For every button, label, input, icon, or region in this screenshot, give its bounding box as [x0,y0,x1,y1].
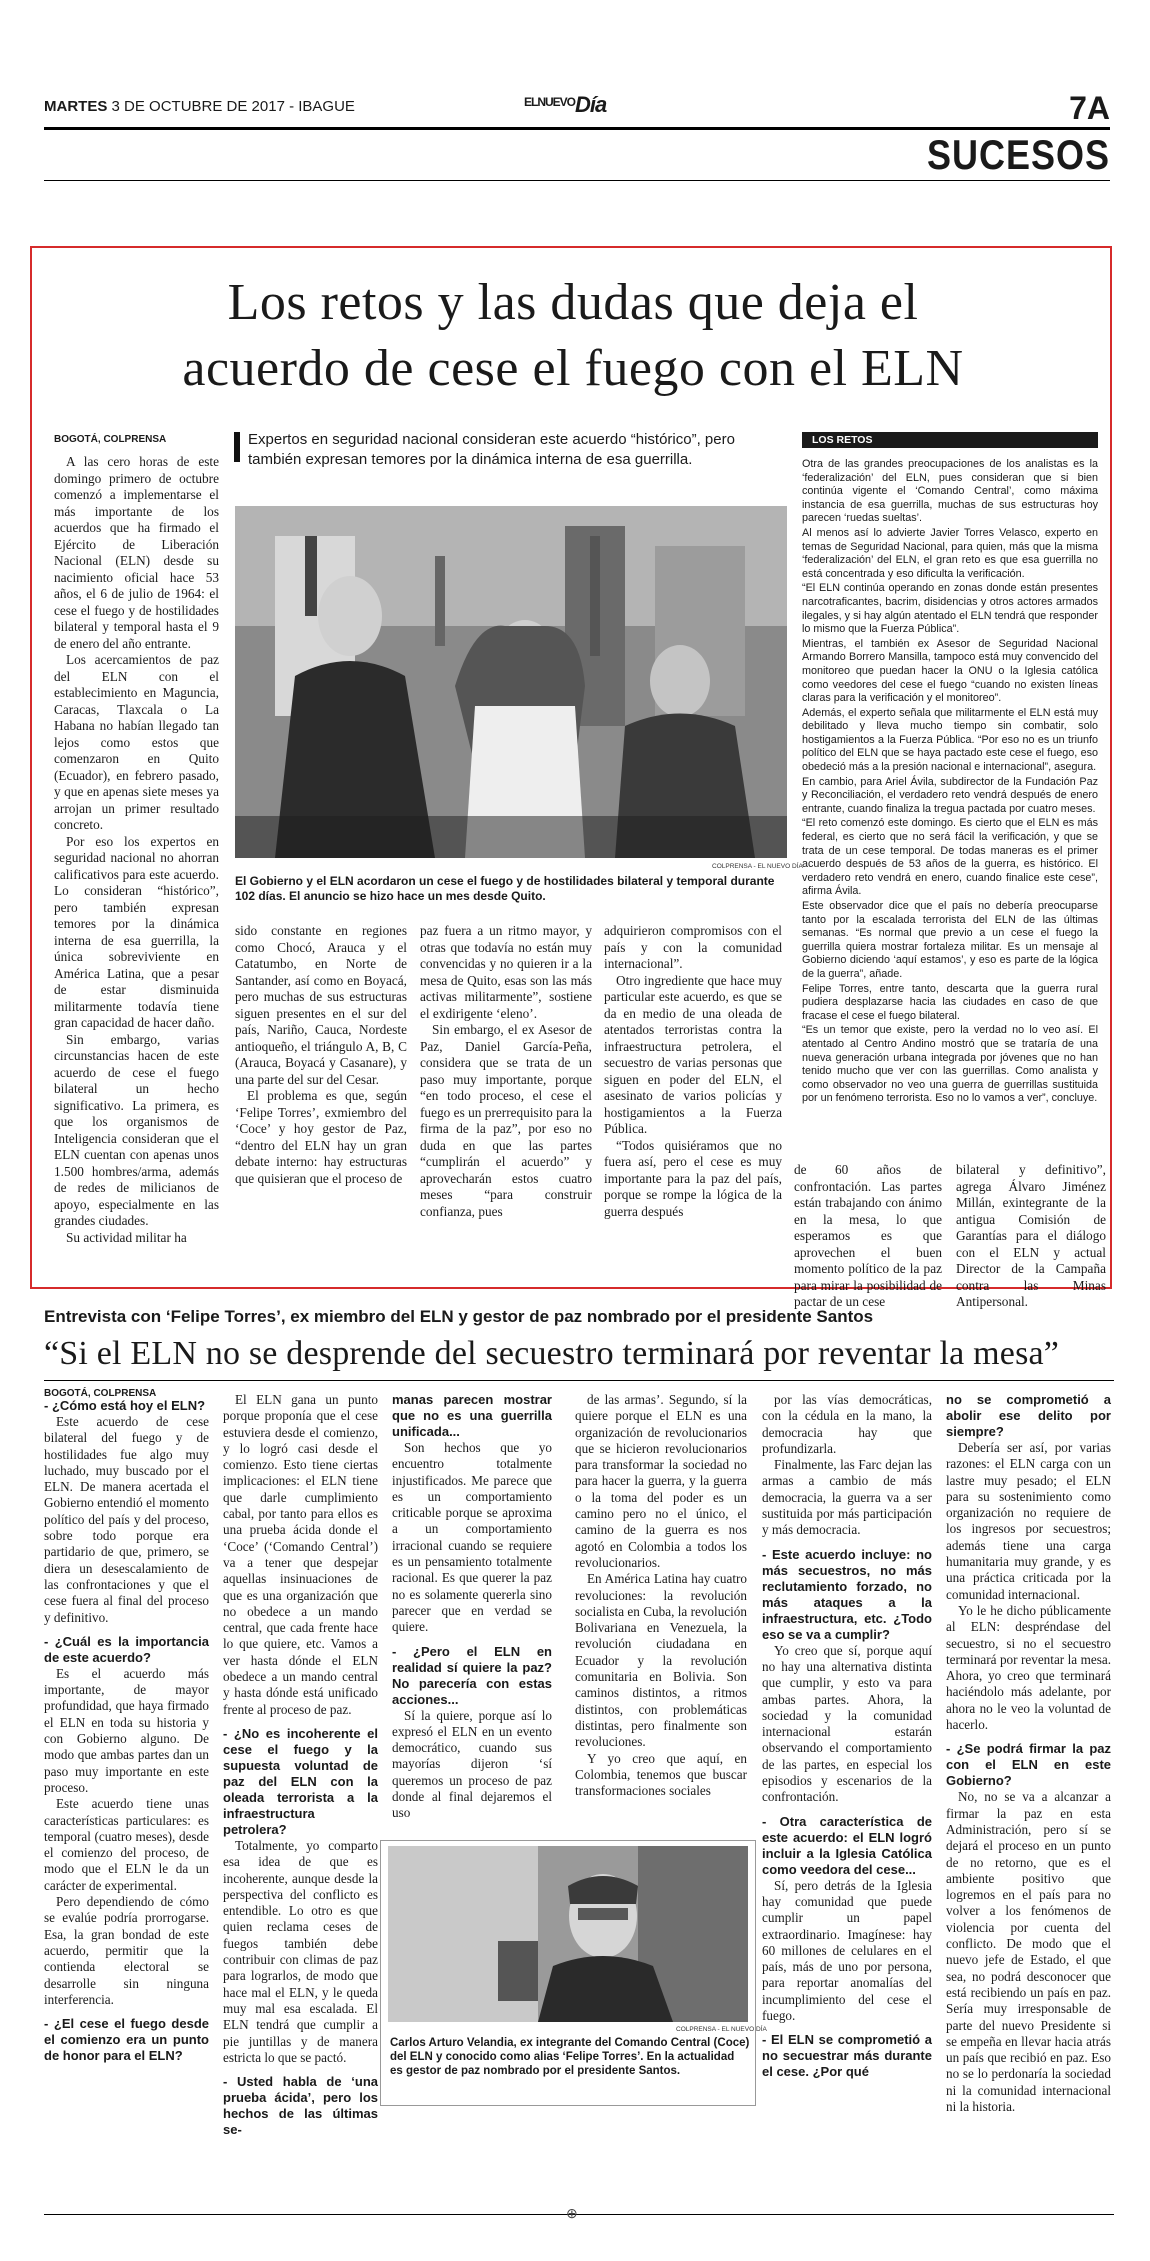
main-headline [32,270,1114,402]
interview-question: - ¿El cese el fuego desde el comienzo era un punto de honor para el ELN? [44,2016,209,2064]
article-column-5 [794,1162,942,1311]
interview-answer: Debería ser así, por varias razones: el ELN carga con un lastre muy pesado; el ELN para su sostenimiento como organización no requiere de los ingresos por secuestros; además tiene una carga humanitaria muy grande, y es una práctica criticada por la comunidad internacional. [946,1440,1111,1602]
interview-question: - ¿Pero el ELN en realidad sí quiere la paz? No parecería con estas acciones... [392,1643,552,1707]
paragraph: Al menos así lo advierte Javier Torres Velasco, experto en temas de Seguridad Nacional, para quien, más que la misma ‘federalización’ del ELN, el gran reto es que esa guerrilla no está concentrada y eso dificulta la verificación. [802,526,1098,580]
interview-question: - Este acuerdo incluye: no más secuestros, no más reclutamiento forzado, no más ataques a la infraestructura, etc. ¿Todo eso se va a cumplir? [762,1546,932,1642]
paragraph: “El reto comenzó este domingo. Es cierto que el ELN es más federal, es cierto que no será fácil la verificación, y que se trata de un cese temporal. De todas maneras es el primer acuerdo después de 53 años de la guerra, es histórico. El verdadero reto vendrá en enero, cuando finalice este cese”, afirma Ávila. [802,817,1098,898]
headline-line-1: Los retos y las dudas que deja el [227,274,919,331]
article-column-2 [235,923,407,1187]
interview-column-5 [762,1392,932,2080]
article-column-1 [54,454,219,1246]
sidebar-title: LOS RETOS [802,432,1098,448]
paragraph: Su actividad militar ha [66,1229,187,1245]
interview-answer: Y yo creo que aquí, en Colombia, tenemos que buscar transformaciones sociales [575,1750,747,1799]
paragraph: adquirieron compromisos con el país y con la comunidad internacional”. [604,923,782,971]
photo-signing [235,506,787,858]
bottom-rule [44,2214,1114,2215]
paragraph: Sin embargo, el ex Asesor de Paz, Daniel García-Peña, considera que se trata de un paso muy importante, porque “en todo proceso, el cese el fuego es un prerrequisito para la firma de la paz”, por eso no duda en que las partes “cumplirán el acuerdo” y aprovecharán estos cuatro meses “para construir confianza, pues [420,1022,592,1219]
paragraph: Además, el experto señala que militarmente el ELN está muy debilitado y lleva mucho tiempo sin combatir, solo hostigamientos a la Fuerza Pública. “Por eso no es un triunfo político del ELN que se haya pactado este cese el fuego, eso obedeció más a la presión nacional e internacional”, asegura. [802,706,1098,774]
interview-headline: “Si el ELN no se desprende del secuestro terminará por reventar la mesa” [44,1335,1060,1372]
paragraph: paz fuera a un ritmo mayor, y otras que todavía no están muy convencidas y no quieren ir a la mesa de Quito, esas son las más activas militarmente”, sostiene el exdirigente ‘eleno’. [420,923,592,1021]
interview-question: manas parecen mostrar que no es una guerrilla unificada... [392,1392,552,1439]
interview-answer: El ELN gana un punto porque proponía que el cese estuviera desde el comienzo, y lo logró casi desde el comienzo. Esto tiene ciertas implicaciones: el ELN tiene que darle cumplimiento cabal, por tanto para ellos es una prueba ácida donde el ‘Coce’ (‘Comando Central’) va a tener que despejar aquellas insinuaciones de que es una organización que no obedece a un mando central, que cada frente hace lo que quiere, etc. Vamos a ver hasta dónde el ELN obedece a un mando central y hasta dónde está unificado frente al proceso de paz. [223,1392,378,1717]
article-column-6 [956,1162,1106,1311]
photo-credit: COLPRENSA - EL NUEVO DÍA [712,863,803,870]
interview-column-1 [44,1398,209,2064]
paragraph: bilateral y definitivo”, agrega Álvaro Jiménez Millán, exintegrante de la antigua Comisión de Garantías para el diálogo con el ELN y actual Director de la Campaña contra las Minas Antipersonal. [956,1162,1106,1309]
photo-signing-image [235,506,787,858]
interview-column-3 [392,1392,552,1822]
paragraph: En cambio, para Ariel Ávila, subdirector de la Fundación Paz y Reconciliación, el verdadero reto vendrá después de enero entrante, cuando finaliza la tregua pactada por cuatro meses. [802,775,1098,815]
interview-answer: Sí la quiere, porque así lo expresó el ELN en un evento democrático, cuando sus mayorías dijeron ‘sí queremos un proceso de paz donde al final dejaremos el uso [392,1707,552,1821]
paragraph: Sin embargo, varias circunstancias hacen de este acuerdo de cese el fuego bilateral un hecho significativo. La primera, es que los organismos de Inteligencia consideran que el ELN cuentan con apenas unos 1.500 hombres/arma, además de redes de milicianos de apoyo, especialmente en las grandes ciudades. [54,1031,219,1228]
interview-answer: por las vías democráticas, con la cédula en la mano, la democracia hay que profundizarla. [762,1392,932,1456]
interview-answer: Este acuerdo tiene unas características particulares: es temporal (cuatro meses), desde el comienzo del proceso, de modo que el ELN le da un carácter de experimental. [44,1796,209,1893]
interview-answer: No, no se va a alcanzar a firmar la paz en esta Administración, pero sí se dejará el proceso en un punto de no retorno, que es el ambiente positivo que logremos en el país para no volver a los fenómenos de violencia por cuenta del conflicto. De modo que el nuevo jefe de Estado, el que sea, no podrá desconocer que está recibiendo un país en paz. Sería muy irresponsable de parte del nuevo Presidente si se empeña en llevar hacia atrás un país que recibió en paz. Eso no se lo perdonaría la sociedad ni la comunidad internacional ni la historia. [946,1789,1111,2114]
newspaper-logo [524,92,606,118]
masthead-date: 3 DE OCTUBRE DE 2017 - IBAGUE [111,98,355,115]
photo-velandia-image [388,1846,748,2022]
interview-answer: Son hechos que yo encuentro totalmente injustificados. Me parece que es un comportamiento criticable porque se aproxima a un comportamiento irracional cuando se requiere es un pensamiento totalmente racional. Es que querer la paz no es solamente quererla sino parecer que en verdad se quiere. [392,1440,552,1635]
registration-mark-icon: ⊕ [566,2207,578,2222]
main-article [30,246,1112,1309]
interview-answer: Sí, pero detrás de la Iglesia hay comunidad que puede cumplir un papel extraordinario. Imagínese: hay 60 millones de celulares en el país, más de uno por persona, para reportar anomalías del incumplimiento del cese el fuego. [762,1877,932,2024]
interview-answer: Finalmente, las Farc dejan las armas a cambio de más democracia, la guerra va a ser sustituida por más participación y más democracia. [762,1457,932,1538]
paragraph: Otro ingrediente que hace muy particular este acuerdo, es que se da en medio de una oleada de atentados terroristas contra la infraestructura petrolera, el secuestro de varias personas que siguen en poder del ELN, el asesinato de varios policías y hostigamientos a la Fuerza Pública. [604,972,782,1136]
interview-answer: Es el acuerdo más importante, de mayor profundidad, que haya firmado el ELN en toda su historia y con Gobierno alguno. De modo que ambas partes dan un paso muy importante en este proceso. [44,1665,209,1795]
interview-column-2 [223,1392,378,2138]
interview-kicker: Entrevista con ‘Felipe Torres’, ex miembro del ELN y gestor de paz nombrado por el presidente Santos [44,1307,874,1326]
date-line [44,98,355,115]
interview-answer: Este acuerdo de cese bilateral del fuego y de hostilidades fue algo muy luchado, muy buscado por el ELN. De manera acertada el Gobierno entendió el momento político del país y del proceso, sobre todo porque era partidario de que, primero, se diera un desescalamiento de las confrontaciones y que el cese fuera al final del proceso y definitivo. [44,1414,209,1625]
paragraph: Mientras, el también ex Asesor de Seguridad Nacional Armando Borrero Mansilla, tampoco está muy convencido del monitoreo que puedan hacer la ONU o la Iglesia católica como veedores del cese el fuego “cuando no existen líneas claras para la verificación y el monitoreo”. [802,637,1098,705]
paragraph: de 60 años de confrontación. Las partes están trabajando con ánimo en la mesa, lo que esperamos es que aprovechen el buen momento político de la paz para mirar la posibilidad de pactar de un cese [794,1162,942,1309]
photo-velandia [388,1846,748,2022]
interview-byline: BOGOTÁ, COLPRENSA [44,1388,157,1399]
photo2-credit: COLPRENSA - EL NUEVO DÍA [676,2026,767,2033]
headline-line-2: acuerdo de cese el fuego con el ELN [182,340,964,397]
paragraph: Este observador dice que el país no debería preocuparse tanto por la escalada terrorista del ELN de las últimas semanas. “Es normal que previo a un cese el fuego la guerrilla quiera mostrar fortaleza militar. Es un mensaje al Gobierno diciendo ‘aquí estamos’, y eso es parte de la lógica de la guerra”, añade. [802,900,1098,980]
interview-question: - El ELN se comprometió a no secuestrar más durante el cese. ¿Por qué [762,2032,932,2080]
article-column-3 [420,923,592,1220]
sidebar-los-retos [802,458,1098,1107]
paragraph: Los acercamientos de paz del ELN con el establecimiento en Maguncia, Caracas, Tlaxcala o La Habana no habían llegado tan lejos como estos que comenzaron en Quito (Ecuador), en febrero pasado, y que en apenas siete meses ya arrojan un primer resultado concreto. [54,652,219,832]
interview-answer: Yo le he dicho públicamente al ELN: despréndase del secuestro, si no el secuestro terminará por reventar la mesa. Ahora, yo creo que terminará haciéndolo más adelante, por ahora no le veo la voluntad de hacerlo. [946,1602,1111,1733]
section-rule [44,180,1110,181]
interview-question: - ¿Se podrá firmar la paz con el ELN en este Gobierno? [946,1741,1111,1789]
interview-question: - ¿No es incoherente el cese el fuego y la supuesta voluntad de paz del ELN con la oleada terrorista a la infraestructura petrolera? [223,1725,378,1837]
article-deck: Expertos en seguridad nacional consideran este acuerdo “histórico”, pero también expresan temores por la dinámica interna de esa guerrilla. [248,431,735,468]
interview-answer: Totalmente, yo comparto esa idea de que es incoherente, aunque desde la perspectiva del conflicto es entendible. Lo otro es que quien reclama ceses de fuegos también debe contribuir con climas de paz para lograrlos, de modo que hace mal el ELN, y le queda muy mal esa escalada. El ELN tendrá que cumplir a pie juntillas y de manera estricta lo que se pactó. [223,1837,378,2065]
interview-rule [44,1380,1114,1381]
masthead-rule [44,127,1110,130]
paragraph: sido constante en regiones como Chocó, Arauca y el Catatumbo, en Norte de Santander, así como en Boyacá, pero muchas de sus estructuras siguen presentes en el sur del país, Nariño, Cauca, Nordeste antioqueño, el triángulo A, B, C (Arauca, Boyacá y Casanare), y una parte del sur del Cesar. [235,923,407,1087]
paragraph: Felipe Torres, entre tanto, descarta que la guerra rural pudiera desplazarse hacia las ciudades en caso de que fracase el cese el fuego bilateral. [802,982,1098,1022]
paragraph: El problema es que, según ‘Felipe Torres’, exmiembro del ‘Coce’ y hoy gestor de Paz, “dentro del ELN hay un gran debate interno: hay estructuras que quisieran que el proceso de [235,1088,407,1186]
byline: BOGOTÁ, COLPRENSA [54,434,167,445]
interview-question: - ¿Cómo está hoy el ELN? [44,1398,206,1413]
interview-question: - Usted habla de ‘una prueba ácida’, pero los hechos de las últimas se- [223,2074,378,2138]
interview-question: no se comprometió a abolir ese delito por siempre? [946,1392,1111,1439]
interview-answer: de las armas’. Segundo, sí la quiere porque el ELN es una organización de revolucionarios que se hicieron revolucionarios para transformar la sociedad no para hacer la guerra, y la guerra o la toma del poder es un camino pero no el único, el camino de la guerra es nos agotó en Colombia a todos los revolucionarios. [575,1392,747,1570]
photo2-caption: Carlos Arturo Velandia, ex integrante del Comando Central (Coce) del ELN y conocido como alias ‘Felipe Torres’. En la actualidad es gestor de paz nombrado por el presidente Santos. [390,2037,750,2077]
paragraph: Por eso los expertos en seguridad nacional no ahorran calificativos para este acuerdo. Lo consideran “histórico”, pero también expresan temores por la dinámica interna de esa guerrilla, la única sobreviviente en América Latina, que a pesar de estar disminuida militarmente todavía tiene gran capacidad de hacer daño. [54,833,219,1030]
interview-column-4 [575,1392,747,1799]
article-column-4 [604,923,782,1220]
logo-main: Día [575,92,607,117]
paragraph: Otra de las grandes preocupaciones de los analistas es la ‘federalización’ del ELN, pues consideran que si bien continúa vigente el ‘Comando Central’, como máxima instancia de esa guerrilla, muchas de sus estructuras hoy parecen ‘ruedas sueltas’. [802,458,1098,525]
interview-answer: Pero dependiendo de cómo se evalúe podría prorrogarse. Esa, la gran bondad de este acuerdo, permitir que la contienda electoral se desarrolle sin ninguna interferencia. [44,1894,209,2007]
masthead-day: MARTES [44,98,108,115]
paragraph: “El ELN continúa operando en zonas donde están presentes narcotraficantes, bacrim, disidencias y otros actores armados ilegales, y si hay algún atentado el ELN tendrá que responder lo mismo que la Fuerza Pública”. [802,582,1098,636]
interview-answer: En América Latina hay cuatro revoluciones: la revolución socialista en Cuba, la revolución Bolivariana en Venezuela, la revolución ciudadana en Ecuador y la revolución comunitaria en Bolivia. Son caminos distintos, a ritmos distintos, con problemáticas distintas, pero finalmente son revoluciones. [575,1571,747,1750]
interview-answer: Yo creo que sí, porque aquí no hay una alternativa distinta que cumplir, y esto va para ambas partes. Ahora, la sociedad y la comunidad internacional estarán observando el comportamiento de las partes, en especial los episodios y escenarios de la confrontación. [762,1642,932,1805]
page-number: 7A [1069,90,1110,126]
interview-question: - Otra característica de este acuerdo: el ELN logró incluir a la Iglesia Católica como veedora del cese... [762,1813,932,1877]
section-title: SUCESOS [926,130,1110,178]
masthead [44,92,1110,128]
paragraph: “Todos quisiéramos que no fuera así, pero el cese es muy importante para la paz del país, porque se rompe la lógica de la guerra después [604,1137,782,1219]
paragraph: A las cero horas de este domingo primero de octubre comenzó a implementarse el más importante de los acuerdos que ha firmado el Ejército de Liberación Nacional (ELN) desde su nacimiento oficial hace 53 años, el 6 de julio de 1964: el cese el fuego y de hostilidades bilateral y temporal hasta el 9 de enero del año entrante. [54,454,219,651]
photo-caption: El Gobierno y el ELN acordaron un cese el fuego y de hostilidades bilateral y temporal durante 102 días. El anuncio se hizo hace un mes desde Quito. [235,874,775,903]
paragraph: “Es un temor que existe, pero la verdad no lo veo así. El atentado al Centro Andino mostró que se trataría de una nueva generación urbana integrada por jóvenes que no han tenido mucho que ver con las guerrillas. Como analista y como observador no veo una guerra de guerrillas sustituida por un fenómeno terrorista. Eso no lo vamos a ver”, concluye. [802,1024,1098,1105]
interview-question: - ¿Cuál es la importancia de este acuerdo? [44,1633,209,1665]
interview-column-6 [946,1392,1111,2115]
logo-prefix: ELNUEVO [524,95,576,109]
